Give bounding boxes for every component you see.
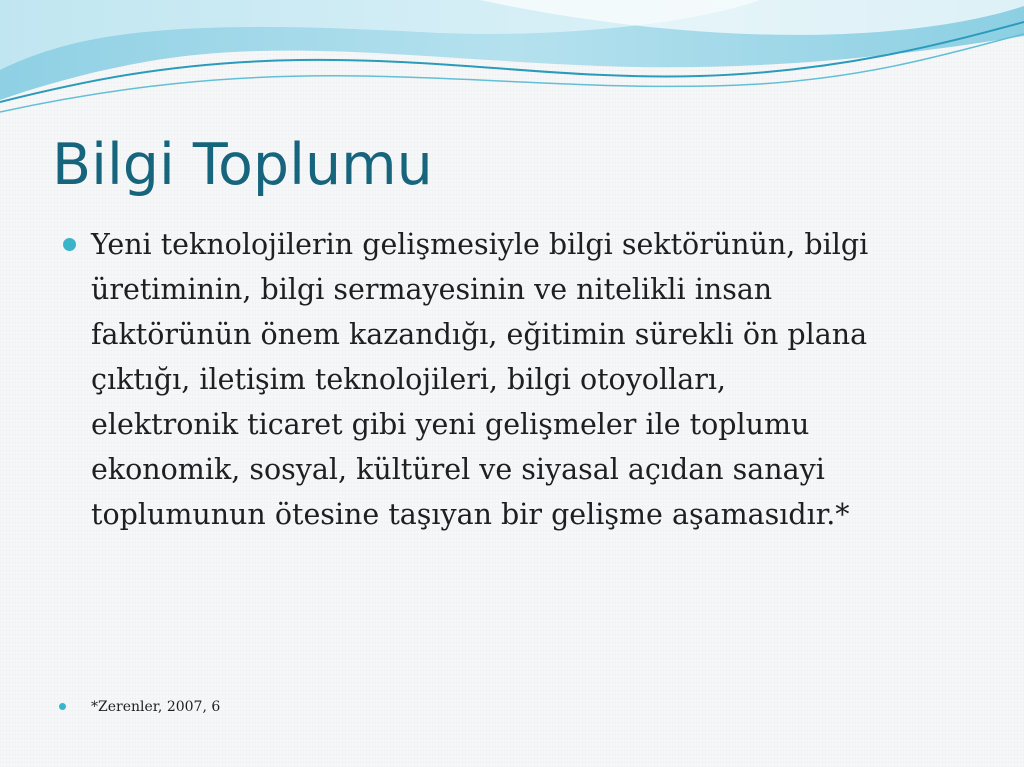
reference-text: *Zerenler, 2007, 6 — [91, 699, 221, 715]
slide-title: Bilgi Toplumu — [52, 132, 433, 198]
body-text-line: Yeni teknolojilerin gelişmesiyle bilgi sektörünün, bilgi — [91, 228, 869, 261]
body-text-line: faktörünün önem kazandığı, eğitimin sürekli ön plana — [91, 318, 868, 351]
main-bullet-item — [91, 222, 971, 537]
bullet-icon — [59, 703, 66, 710]
body-text-line: toplumunun ötesine taşıyan bir gelişme aşamasıdır.* — [91, 498, 850, 531]
body-text-line: çıktığı, iletişim teknolojileri, bilgi otoyolları, — [91, 363, 726, 396]
body-text-line: üretiminin, bilgi sermayesinin ve nitelikli insan — [91, 273, 773, 306]
body-text-line: elektronik ticaret gibi yeni gelişmeler ile toplumu — [91, 408, 810, 441]
reference-bullet-item — [91, 697, 220, 717]
bullet-icon — [63, 238, 76, 251]
body-text-line: ekonomik, sosyal, kültürel ve siyasal açıdan sanayi — [91, 453, 825, 486]
